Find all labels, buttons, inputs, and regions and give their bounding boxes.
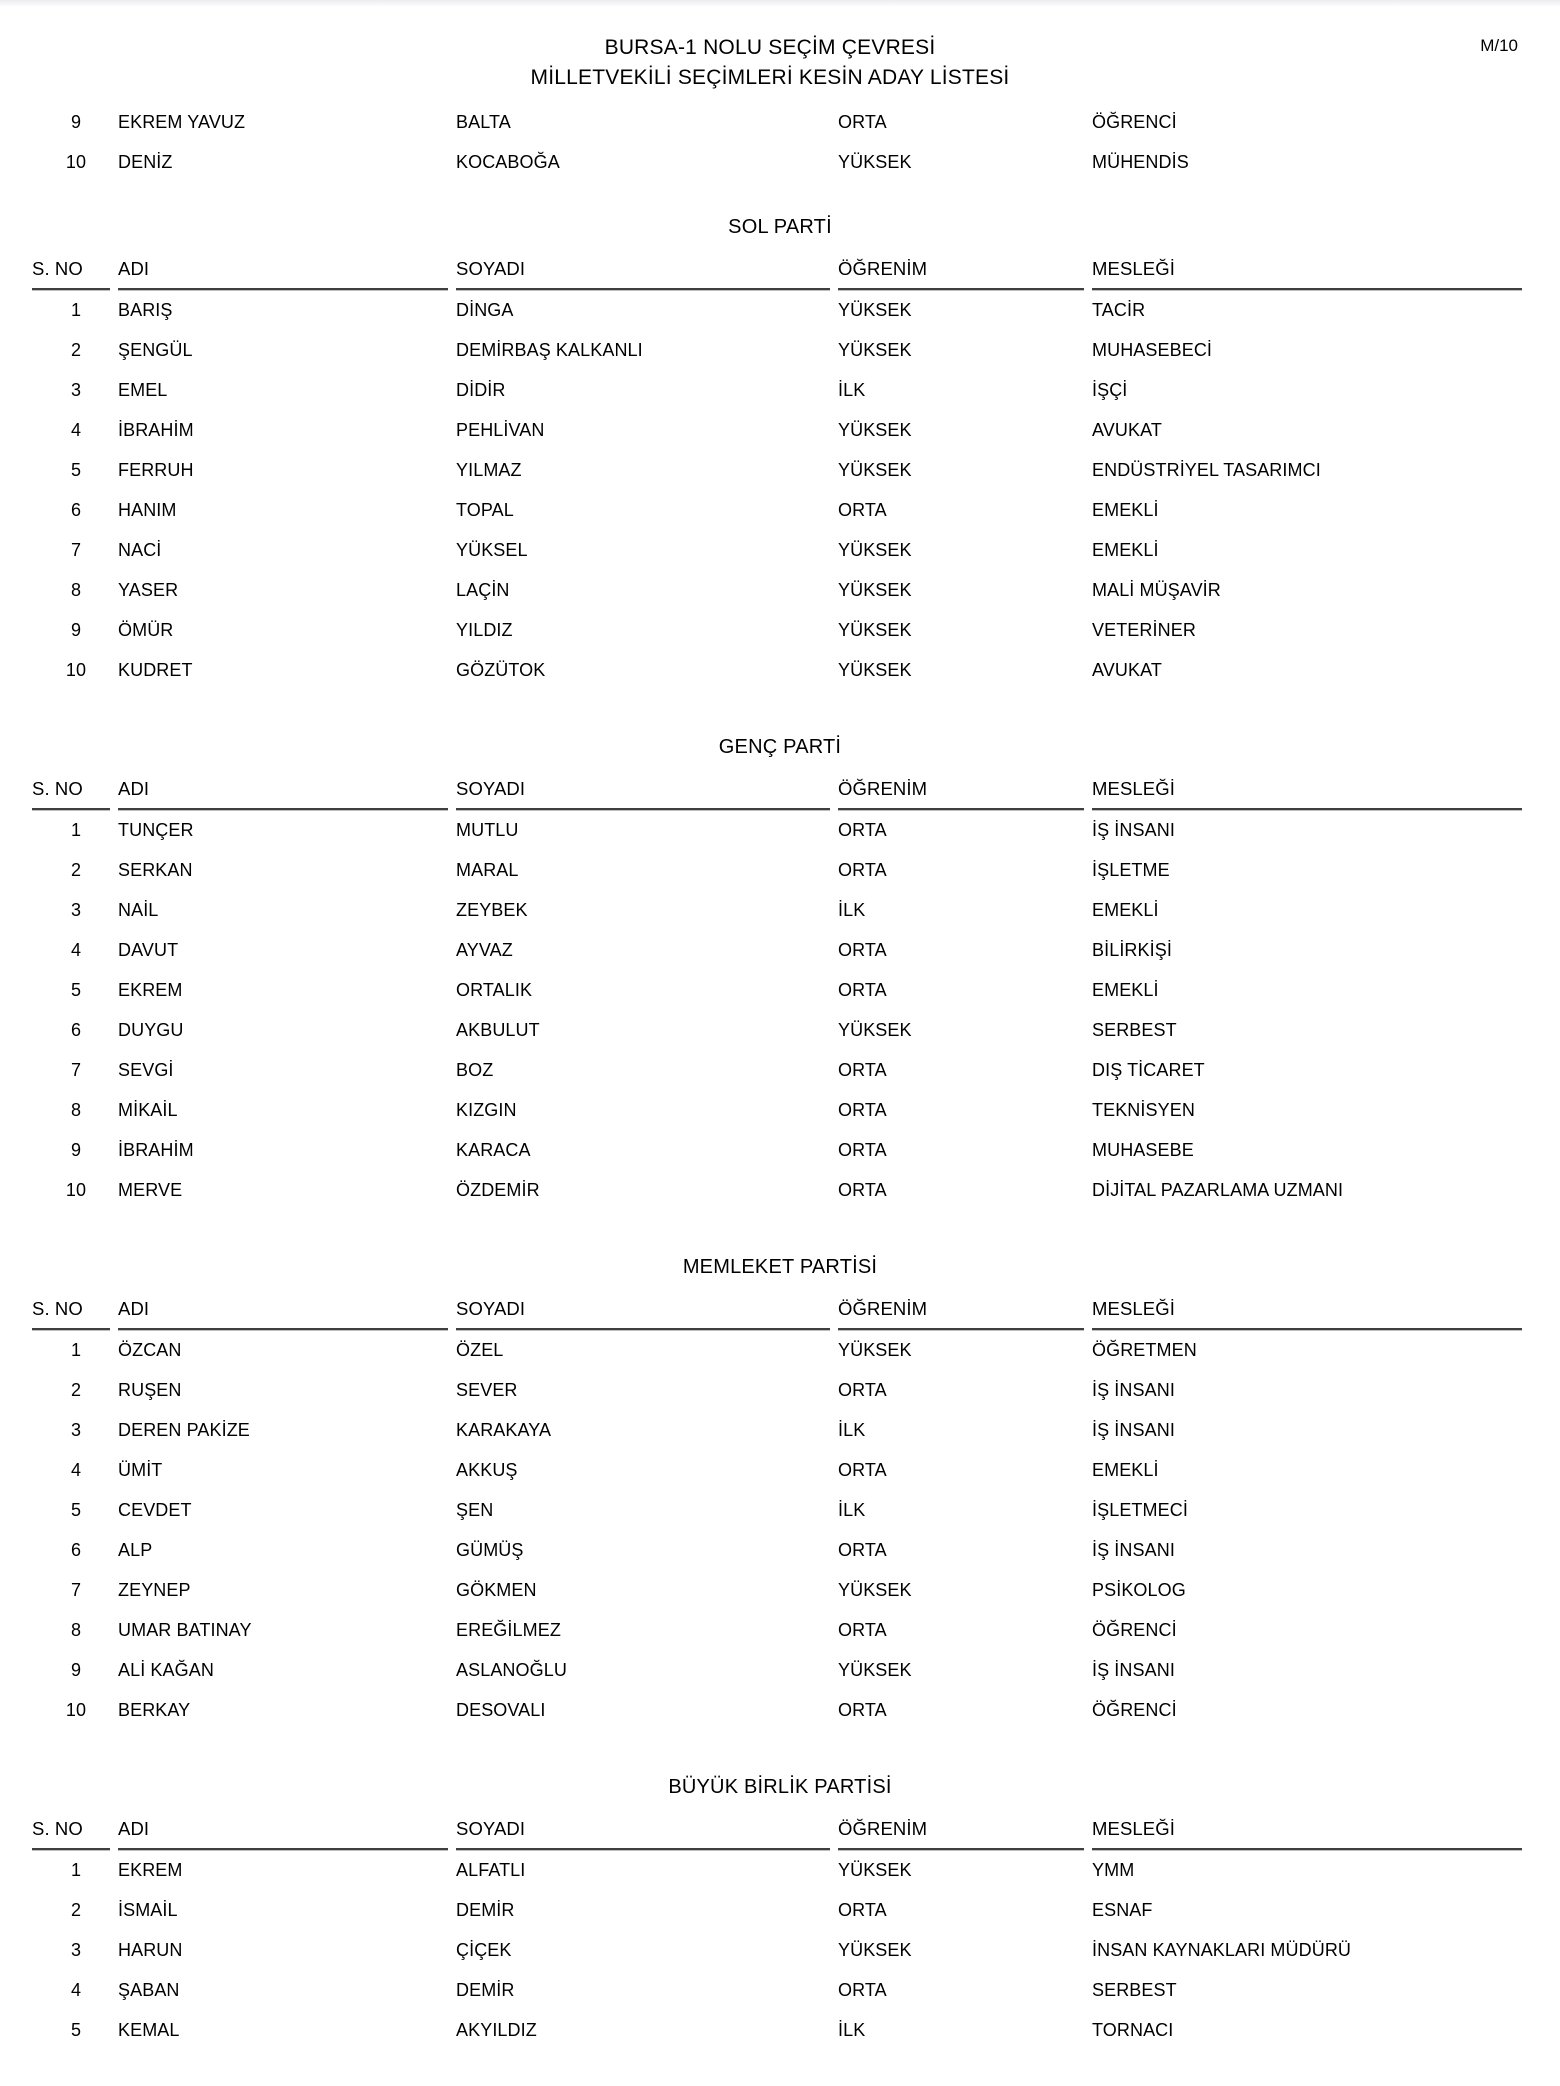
cell-ogrenim: YÜKSEK <box>838 539 912 560</box>
cell-adi: ÖZCAN <box>118 1339 182 1360</box>
cell-adi: MİKAİL <box>118 1099 178 1120</box>
table-row <box>0 1050 1560 1090</box>
cell-adi: DUYGU <box>118 1019 184 1040</box>
cell-sno: 2 <box>70 1899 82 1920</box>
cell-ogrenim: ORTA <box>838 111 887 132</box>
cell-soyadi: AYVAZ <box>456 939 513 960</box>
column-header-ogrenim: ÖĞRENİM <box>838 1818 1084 1850</box>
table-row <box>0 1930 1560 1970</box>
cell-adi: NAİL <box>118 899 159 920</box>
table-row <box>0 1650 1560 1690</box>
cell-adi: DENİZ <box>118 151 173 172</box>
cell-sno: 7 <box>70 1059 82 1080</box>
cell-ogrenim: YÜKSEK <box>838 1859 912 1880</box>
cell-ogrenim: YÜKSEK <box>838 151 912 172</box>
table-row <box>0 410 1560 450</box>
cell-ogrenim: ORTA <box>838 1899 887 1920</box>
column-header-adi: ADI <box>118 1818 448 1850</box>
cell-soyadi: PEHLİVAN <box>456 419 545 440</box>
cell-adi: UMAR BATINAY <box>118 1619 252 1640</box>
cell-sno: 9 <box>70 1139 82 1160</box>
cell-sno: 1 <box>70 299 82 320</box>
table-row <box>0 610 1560 650</box>
cell-ogrenim: ORTA <box>838 1379 887 1400</box>
cell-meslegi: YMM <box>1092 1859 1135 1880</box>
column-header-sno: S. NO <box>32 778 110 810</box>
column-header-ogrenim: ÖĞRENİM <box>838 1298 1084 1330</box>
cell-meslegi: MUHASEBE <box>1092 1139 1194 1160</box>
column-header-ogrenim: ÖĞRENİM <box>838 778 1084 810</box>
column-header-meslegi: MESLEĞİ <box>1092 778 1522 810</box>
table-row <box>0 490 1560 530</box>
cell-adi: HANIM <box>118 499 177 520</box>
cell-sno: 9 <box>70 1659 82 1680</box>
party-section <box>0 1772 1560 2050</box>
cell-sno: 3 <box>70 1419 82 1440</box>
cell-adi: RUŞEN <box>118 1379 182 1400</box>
cell-adi: SERKAN <box>118 859 193 880</box>
cell-adi: YASER <box>118 579 179 600</box>
cell-adi: DAVUT <box>118 939 179 960</box>
column-header-meslegi: MESLEĞİ <box>1092 1298 1522 1330</box>
table-row <box>0 1370 1560 1410</box>
cell-sno: 5 <box>70 2019 82 2040</box>
cell-soyadi: DEMİR <box>456 1979 515 2000</box>
cell-adi: EKREM YAVUZ <box>118 111 246 132</box>
cell-soyadi: YILMAZ <box>456 459 522 480</box>
cell-meslegi: ENDÜSTRİYEL TASARIMCI <box>1092 459 1321 480</box>
cell-soyadi: AKBULUT <box>456 1019 540 1040</box>
table-row <box>0 1410 1560 1450</box>
cell-soyadi: ŞEN <box>456 1499 494 1520</box>
cell-sno: 6 <box>70 1539 82 1560</box>
cell-soyadi: DEMİR <box>456 1899 515 1920</box>
cell-meslegi: İŞLETMECİ <box>1092 1499 1188 1520</box>
cell-sno: 8 <box>70 1099 82 1120</box>
cell-meslegi: İŞ İNSANI <box>1092 1539 1175 1560</box>
cell-sno: 8 <box>70 1619 82 1640</box>
table-row <box>0 1010 1560 1050</box>
cell-ogrenim: YÜKSEK <box>838 1659 912 1680</box>
cell-sno: 10 <box>65 1179 87 1200</box>
column-header-soyadi: SOYADI <box>456 1298 830 1330</box>
cell-adi: HARUN <box>118 1939 183 1960</box>
cell-ogrenim: ORTA <box>838 1539 887 1560</box>
cell-soyadi: ASLANOĞLU <box>456 1659 567 1680</box>
cell-adi: MERVE <box>118 1179 183 1200</box>
cell-meslegi: EMEKLİ <box>1092 499 1159 520</box>
cell-adi: ÜMİT <box>118 1459 163 1480</box>
column-header-sno: S. NO <box>32 1818 110 1850</box>
column-header-adi: ADI <box>118 778 448 810</box>
cell-sno: 4 <box>70 1459 82 1480</box>
cell-sno: 2 <box>70 859 82 880</box>
cell-adi: ÖMÜR <box>118 619 174 640</box>
cell-adi: BERKAY <box>118 1699 191 1720</box>
cell-ogrenim: YÜKSEK <box>838 579 912 600</box>
cell-ogrenim: ORTA <box>838 1459 887 1480</box>
cell-ogrenim: YÜKSEK <box>838 1339 912 1360</box>
cell-soyadi: YILDIZ <box>456 619 513 640</box>
cell-sno: 9 <box>70 111 82 132</box>
cell-sno: 6 <box>70 499 82 520</box>
table-body <box>0 1330 1560 1730</box>
cell-soyadi: ÇİÇEK <box>456 1939 512 1960</box>
cell-meslegi: VETERİNER <box>1092 619 1196 640</box>
cell-sno: 10 <box>65 659 87 680</box>
cell-adi: EKREM <box>118 979 183 1000</box>
column-header-adi: ADI <box>118 258 448 290</box>
cell-meslegi: MALİ MÜŞAVİR <box>1092 579 1221 600</box>
cell-soyadi: YÜKSEL <box>456 539 528 560</box>
cell-ogrenim: ORTA <box>838 859 887 880</box>
cell-sno: 5 <box>70 459 82 480</box>
cell-sno: 4 <box>70 939 82 960</box>
table-header-row <box>0 778 1560 810</box>
column-header-adi: ADI <box>118 1298 448 1330</box>
party-title: MEMLEKET PARTİSİ <box>682 1256 878 1278</box>
cell-soyadi: DİNGA <box>456 299 514 320</box>
cell-meslegi: İŞ İNSANI <box>1092 1419 1175 1440</box>
cell-ogrenim: YÜKSEK <box>838 419 912 440</box>
cell-soyadi: EREĞİLMEZ <box>456 1619 561 1640</box>
cell-ogrenim: ORTA <box>838 499 887 520</box>
cell-ogrenim: İLK <box>838 2019 866 2040</box>
cell-adi: BARIŞ <box>118 299 173 320</box>
table-row <box>0 850 1560 890</box>
table-row <box>0 1970 1560 2010</box>
column-header-ogrenim: ÖĞRENİM <box>838 258 1084 290</box>
table-header-row <box>0 1298 1560 1330</box>
cell-adi: NACİ <box>118 539 162 560</box>
cell-adi: SEVGİ <box>118 1059 174 1080</box>
table-row <box>0 570 1560 610</box>
cell-ogrenim: YÜKSEK <box>838 1019 912 1040</box>
cell-meslegi: İŞ İNSANI <box>1092 1659 1175 1680</box>
cell-sno: 5 <box>70 1499 82 1520</box>
cell-ogrenim: İLK <box>838 899 866 920</box>
cell-adi: KEMAL <box>118 2019 180 2040</box>
cell-soyadi: ZEYBEK <box>456 899 528 920</box>
cell-meslegi: EMEKLİ <box>1092 979 1159 1000</box>
table-row <box>0 2010 1560 2050</box>
party-section <box>0 1252 1560 1730</box>
cell-adi: İSMAİL <box>118 1899 178 1920</box>
cell-adi: CEVDET <box>118 1499 192 1520</box>
cell-ogrenim: İLK <box>838 1499 866 1520</box>
cell-soyadi: KOCABOĞA <box>456 151 560 172</box>
cell-ogrenim: ORTA <box>838 1619 887 1640</box>
party-title: SOL PARTİ <box>728 216 832 238</box>
cell-meslegi: ÖĞRENCİ <box>1092 1619 1177 1640</box>
cell-sno: 2 <box>70 1379 82 1400</box>
cell-ogrenim: İLK <box>838 1419 866 1440</box>
party-section <box>0 212 1560 690</box>
cell-sno: 5 <box>70 979 82 1000</box>
cell-sno: 3 <box>70 379 82 400</box>
table-row <box>0 330 1560 370</box>
table-row <box>0 1490 1560 1530</box>
cell-soyadi: MUTLU <box>456 819 519 840</box>
cell-adi: ZEYNEP <box>118 1579 191 1600</box>
cell-soyadi: ORTALIK <box>456 979 533 1000</box>
cell-meslegi: TACİR <box>1092 299 1146 320</box>
cell-adi: FERRUH <box>118 459 194 480</box>
cell-soyadi: BALTA <box>456 111 511 132</box>
cell-meslegi: ESNAF <box>1092 1899 1153 1920</box>
cell-meslegi: TORNACI <box>1092 2019 1174 2040</box>
cell-meslegi: SERBEST <box>1092 1019 1177 1040</box>
cell-meslegi: ÖĞRENCİ <box>1092 111 1177 132</box>
cell-soyadi: SEVER <box>456 1379 518 1400</box>
cell-sno: 10 <box>65 151 87 172</box>
cell-meslegi: MUHASEBECİ <box>1092 339 1213 360</box>
cell-adi: ŞENGÜL <box>118 339 193 360</box>
cell-sno: 8 <box>70 579 82 600</box>
cell-ogrenim: ORTA <box>838 1099 887 1120</box>
table-row <box>0 890 1560 930</box>
cell-sno: 3 <box>70 899 82 920</box>
cell-ogrenim: YÜKSEK <box>838 459 912 480</box>
cell-meslegi: ÖĞRETMEN <box>1092 1339 1197 1360</box>
column-header-meslegi: MESLEĞİ <box>1092 1818 1522 1850</box>
cell-ogrenim: YÜKSEK <box>838 619 912 640</box>
cell-meslegi: EMEKLİ <box>1092 539 1159 560</box>
table-row <box>0 102 1560 142</box>
table-row <box>0 1530 1560 1570</box>
cell-ogrenim: YÜKSEK <box>838 339 912 360</box>
cell-adi: İBRAHİM <box>118 419 194 440</box>
document-header <box>0 0 1560 93</box>
cell-ogrenim: ORTA <box>838 1059 887 1080</box>
cell-soyadi: AKKUŞ <box>456 1459 518 1480</box>
table-row <box>0 930 1560 970</box>
cell-adi: ALİ KAĞAN <box>118 1659 214 1680</box>
column-header-sno: S. NO <box>32 1298 110 1330</box>
cell-meslegi: EMEKLİ <box>1092 899 1159 920</box>
cell-soyadi: BOZ <box>456 1059 494 1080</box>
table-row <box>0 1890 1560 1930</box>
cell-ogrenim: ORTA <box>838 1979 887 2000</box>
table-row <box>0 810 1560 850</box>
cell-meslegi: İŞ İNSANI <box>1092 1379 1175 1400</box>
column-header-soyadi: SOYADI <box>456 1818 830 1850</box>
cell-ogrenim: YÜKSEK <box>838 299 912 320</box>
cell-soyadi: AKYILDIZ <box>456 2019 537 2040</box>
cell-ogrenim: YÜKSEK <box>838 1939 912 1960</box>
table-row <box>0 1130 1560 1170</box>
document-title-line2: MİLLETVEKİLİ SEÇİMLERİ KESİN ADAY LİSTESİ <box>530 66 1010 89</box>
cell-adi: EKREM <box>118 1859 183 1880</box>
table-row <box>0 450 1560 490</box>
cell-meslegi: PSİKOLOG <box>1092 1579 1186 1600</box>
cell-adi: KUDRET <box>118 659 193 680</box>
cell-sno: 4 <box>70 419 82 440</box>
cell-ogrenim: ORTA <box>838 939 887 960</box>
cell-ogrenim: YÜKSEK <box>838 1579 912 1600</box>
cell-meslegi: İNSAN KAYNAKLARI MÜDÜRÜ <box>1092 1939 1352 1960</box>
cell-soyadi: ÖZEL <box>456 1339 504 1360</box>
cell-ogrenim: ORTA <box>838 819 887 840</box>
table-row <box>0 1610 1560 1650</box>
table-row <box>0 142 1560 182</box>
cell-soyadi: ALFATLI <box>456 1859 526 1880</box>
cell-sno: 6 <box>70 1019 82 1040</box>
cell-meslegi: DIŞ TİCARET <box>1092 1059 1205 1080</box>
cell-soyadi: KIZGIN <box>456 1099 517 1120</box>
table-row <box>0 530 1560 570</box>
cell-adi: ŞABAN <box>118 1979 180 2000</box>
cell-meslegi: ÖĞRENCİ <box>1092 1699 1177 1720</box>
cell-adi: ALP <box>118 1539 153 1560</box>
cell-soyadi: GÖZÜTOK <box>456 659 546 680</box>
cell-sno: 4 <box>70 1979 82 2000</box>
cell-soyadi: DESOVALI <box>456 1699 546 1720</box>
table-row <box>0 1450 1560 1490</box>
table-row <box>0 290 1560 330</box>
party-title: BÜYÜK BİRLİK PARTİSİ <box>668 1776 892 1798</box>
table-body <box>0 290 1560 690</box>
cell-adi: TUNÇER <box>118 819 194 840</box>
cell-ogrenim: ORTA <box>838 1699 887 1720</box>
column-header-soyadi: SOYADI <box>456 258 830 290</box>
table-row <box>0 1570 1560 1610</box>
party-title: GENÇ PARTİ <box>718 736 842 758</box>
cell-meslegi: AVUKAT <box>1092 659 1162 680</box>
cell-ogrenim: İLK <box>838 379 866 400</box>
table-row <box>0 1170 1560 1210</box>
table-body <box>0 810 1560 1210</box>
party-section <box>0 732 1560 1210</box>
table-header-row <box>0 258 1560 290</box>
column-header-meslegi: MESLEĞİ <box>1092 258 1522 290</box>
cell-meslegi: BİLİRKİŞİ <box>1092 939 1172 960</box>
cell-sno: 3 <box>70 1939 82 1960</box>
table-row <box>0 970 1560 1010</box>
cell-ogrenim: ORTA <box>838 1179 887 1200</box>
cell-ogrenim: ORTA <box>838 1139 887 1160</box>
cell-ogrenim: YÜKSEK <box>838 659 912 680</box>
table-header-row <box>0 1818 1560 1850</box>
table-body <box>0 1850 1560 2050</box>
cell-adi: DEREN PAKİZE <box>118 1419 250 1440</box>
cell-soyadi: KARAKAYA <box>456 1419 552 1440</box>
table-row <box>0 1330 1560 1370</box>
cell-soyadi: TOPAL <box>456 499 514 520</box>
cell-soyadi: MARAL <box>456 859 519 880</box>
cell-meslegi: İŞÇİ <box>1092 379 1128 400</box>
cell-soyadi: GÜMÜŞ <box>456 1539 524 1560</box>
cell-sno: 7 <box>70 539 82 560</box>
table-row <box>0 1090 1560 1130</box>
cell-meslegi: TEKNİSYEN <box>1092 1099 1195 1120</box>
cell-sno: 1 <box>70 1339 82 1360</box>
table-row <box>0 1850 1560 1890</box>
cell-meslegi: İŞ İNSANI <box>1092 819 1175 840</box>
document-title-line1: BURSA-1 NOLU SEÇİM ÇEVRESİ <box>604 36 936 59</box>
cell-ogrenim: ORTA <box>838 979 887 1000</box>
page-number: M/10 <box>1480 36 1518 55</box>
cell-meslegi: MÜHENDİS <box>1092 151 1189 172</box>
cell-soyadi: ÖZDEMİR <box>456 1179 540 1200</box>
continuation-table <box>0 102 1560 182</box>
cell-soyadi: DİDİR <box>456 379 506 400</box>
cell-soyadi: DEMİRBAŞ KALKANLI <box>456 339 643 360</box>
cell-meslegi: EMEKLİ <box>1092 1459 1159 1480</box>
cell-sno: 2 <box>70 339 82 360</box>
cell-adi: İBRAHİM <box>118 1139 194 1160</box>
column-header-soyadi: SOYADI <box>456 778 830 810</box>
cell-meslegi: AVUKAT <box>1092 419 1162 440</box>
cell-adi: EMEL <box>118 379 168 400</box>
party-sections <box>0 212 1560 2050</box>
column-header-sno: S. NO <box>32 258 110 290</box>
table-row <box>0 1690 1560 1730</box>
cell-soyadi: LAÇİN <box>456 579 510 600</box>
cell-soyadi: GÖKMEN <box>456 1579 537 1600</box>
cell-sno: 9 <box>70 619 82 640</box>
table-row <box>0 650 1560 690</box>
cell-sno: 7 <box>70 1579 82 1600</box>
cell-meslegi: DİJİTAL PAZARLAMA UZMANI <box>1092 1179 1344 1200</box>
cell-meslegi: SERBEST <box>1092 1979 1177 2000</box>
cell-meslegi: İŞLETME <box>1092 859 1170 880</box>
cell-soyadi: KARACA <box>456 1139 531 1160</box>
table-row <box>0 370 1560 410</box>
cell-sno: 1 <box>70 819 82 840</box>
cell-sno: 1 <box>70 1859 82 1880</box>
cell-sno: 10 <box>65 1699 87 1720</box>
